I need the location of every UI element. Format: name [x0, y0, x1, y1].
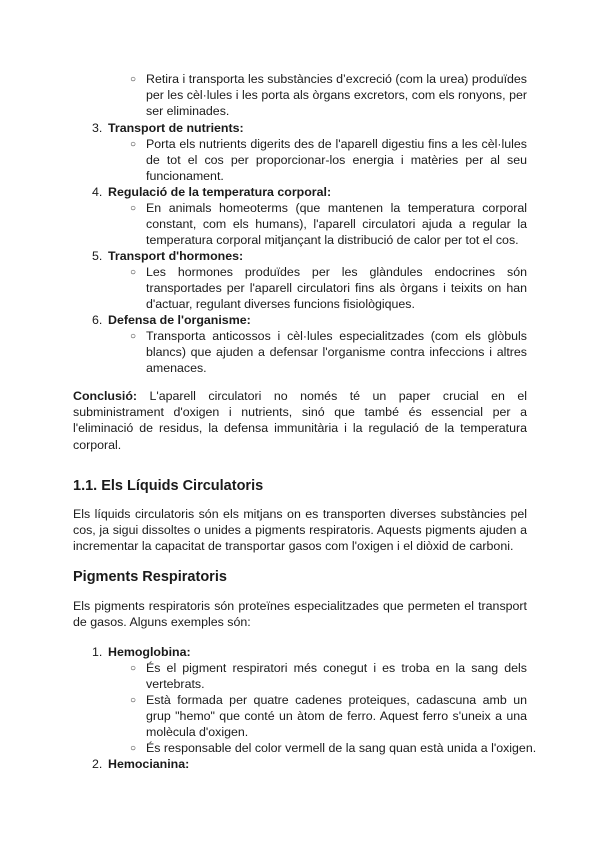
list-number: 6. — [92, 313, 103, 327]
bullet-marker: ○ — [130, 331, 137, 342]
conclusion-text: L'aparell circulatori no només té un paper crucial en el subministrament d'oxigen i nutrients, sinó que també és essencial per a l'eliminació de residus, la defensa immunitària i la regulació de la temperatura corporal. — [73, 389, 527, 452]
bullet-marker: ○ — [130, 743, 137, 754]
bullet-marker: ○ — [130, 139, 137, 150]
list-number: 1. — [92, 645, 103, 659]
section-heading: 1.1. Els Líquids Circulatoris — [73, 478, 264, 494]
section-paragraph: Els líquids circulatoris són els mitjans on es transporten diverses substàncies pel cos, ja sigui dissoltes o unides a pigments respiratoris. Aquests pigments ajuden a incrementar la capacitat de transportar gasos com l'oxigen i el diòxid de carboni. — [73, 507, 527, 554]
list-item-title: Hemoglobina: — [108, 645, 191, 659]
subsection-paragraph: Els pigments respiratoris són proteïnes especialitzades que permeten el transport de gasos. Alguns exemples són: — [73, 599, 527, 630]
list-bullet-text: Retira i transporta les substàncies d’excreció (com la urea) produïdes per les cèl·lules i les porta als òrgans excretors, com els ronyons, per ser eliminades. — [146, 72, 527, 119]
list-number: 3. — [92, 121, 103, 135]
list-bullet-text: És el pigment respiratori més conegut i es troba en la sang dels vertebrats. — [146, 661, 527, 692]
bullet-marker: ○ — [130, 695, 137, 706]
list-number: 4. — [92, 185, 103, 199]
list-number: 5. — [92, 249, 103, 263]
list-bullet-text: Porta els nutrients digerits des de l'aparell digestiu fins a les cèl·lules de tot el cos per proporcionar-los energia i matèries per al seu funcionament. — [146, 137, 527, 184]
list-bullet-text: Està formada per quatre cadenes proteiques, cadascuna amb un grup "hemo" que conté un àtom de ferro. Aquest ferro s'uneix a una molècula d'oxigen. — [146, 693, 527, 740]
list-item-title: Transport d'hormones: — [108, 249, 244, 263]
list-number: 2. — [92, 757, 103, 771]
list-bullet-text: En animals homeoterms (que mantenen la temperatura corporal constant, com els humans), l'aparell circulatori ajuda a regular la temperatura corporal mitjançant la distribució de calor per tot el cos. — [146, 201, 527, 248]
list-item-title: Defensa de l'organisme: — [108, 313, 251, 327]
bullet-marker: ○ — [130, 267, 137, 278]
list-item-title: Transport de nutrients: — [108, 121, 244, 135]
list-bullet-text: Transporta anticossos i cèl·lules especialitzades (com els glòbuls blancs) que ajuden a defensar l'organisme contra infeccions i altres amenaces. — [146, 329, 527, 376]
bullet-marker: ○ — [130, 663, 137, 674]
bullet-marker: ○ — [130, 74, 137, 85]
list-item-title: Regulació de la temperatura corporal: — [108, 185, 332, 199]
list-item-title: Hemocianina: — [108, 757, 190, 771]
conclusion-paragraph — [73, 388, 527, 453]
subsection-heading: Pigments Respiratoris — [73, 569, 227, 585]
list-bullet-text: És responsable del color vermell de la sang quan està unida a l'oxigen. — [146, 741, 537, 755]
bullet-marker: ○ — [130, 203, 137, 214]
list-bullet-text: Les hormones produïdes per les glàndules endocrines són transportades per l'aparell circulatori fins als òrgans i teixits on han d'actuar, regulant diverses funcions fisiològiques. — [146, 265, 527, 312]
conclusion-label: Conclusió: — [73, 389, 138, 403]
